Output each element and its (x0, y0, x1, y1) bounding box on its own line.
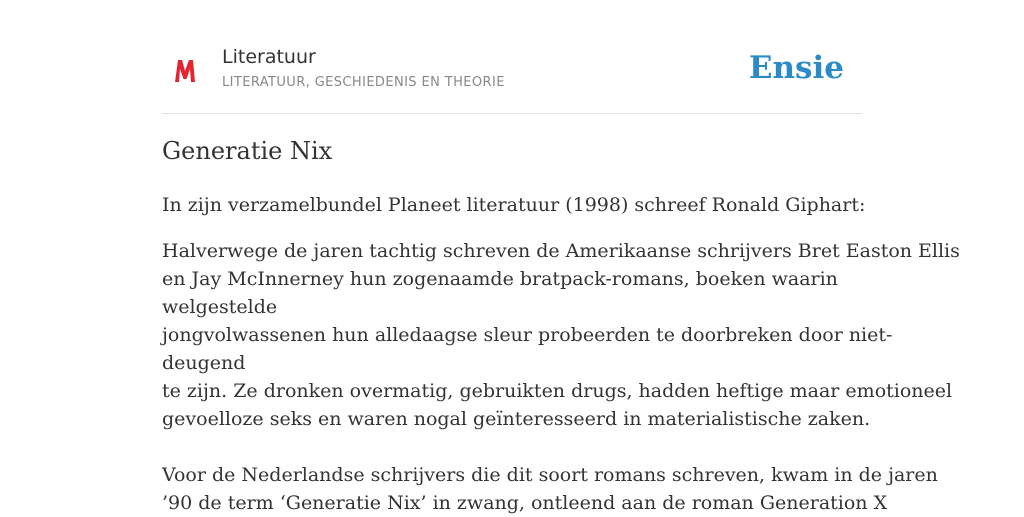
site-title[interactable]: Literatuur (222, 46, 316, 68)
quote-line: deugend (162, 352, 246, 374)
page-title: Generatie Nix (162, 137, 333, 165)
quote-line: gevoelloze seks en waren nogal geïnteresseerd in materialistische zaken. (162, 408, 871, 430)
quote-block (162, 237, 960, 517)
paragraph-gap (162, 433, 862, 461)
quote-line: welgestelde (162, 296, 278, 318)
ensie-logo[interactable]: Ensie (748, 50, 844, 86)
quote-line: Voor de Nederlandse schrijvers die dit soort romans schreven, kwam in de jaren (162, 464, 938, 486)
quote-line: te zijn. Ze dronken overmatig, gebruikten drugs, hadden heftige maar emotioneel (162, 380, 953, 402)
m-logo-icon[interactable] (172, 56, 198, 84)
quote-line: Halverwege de jaren tachtig schreven de Amerikaanse schrijvers Bret Easton Ellis (162, 240, 960, 262)
quote-line: jongvolwassenen hun alledaagse sleur probeerden te doorbreken door niet- (162, 324, 893, 346)
quote-line: ’90 de term ‘Generatie Nix’ in zwang, ontleend aan de roman Generation X (162, 492, 888, 514)
intro-paragraph: In zijn verzamelbundel Planeet literatuur (1998) schreef Ronald Giphart: (162, 194, 866, 216)
site-subtitle: LITERATUUR, GESCHIEDENIS EN THEORIE (222, 75, 505, 90)
quote-line: en Jay McInnerney hun zogenaamde bratpack-romans, boeken waarin (162, 268, 838, 290)
site-header (162, 40, 862, 114)
